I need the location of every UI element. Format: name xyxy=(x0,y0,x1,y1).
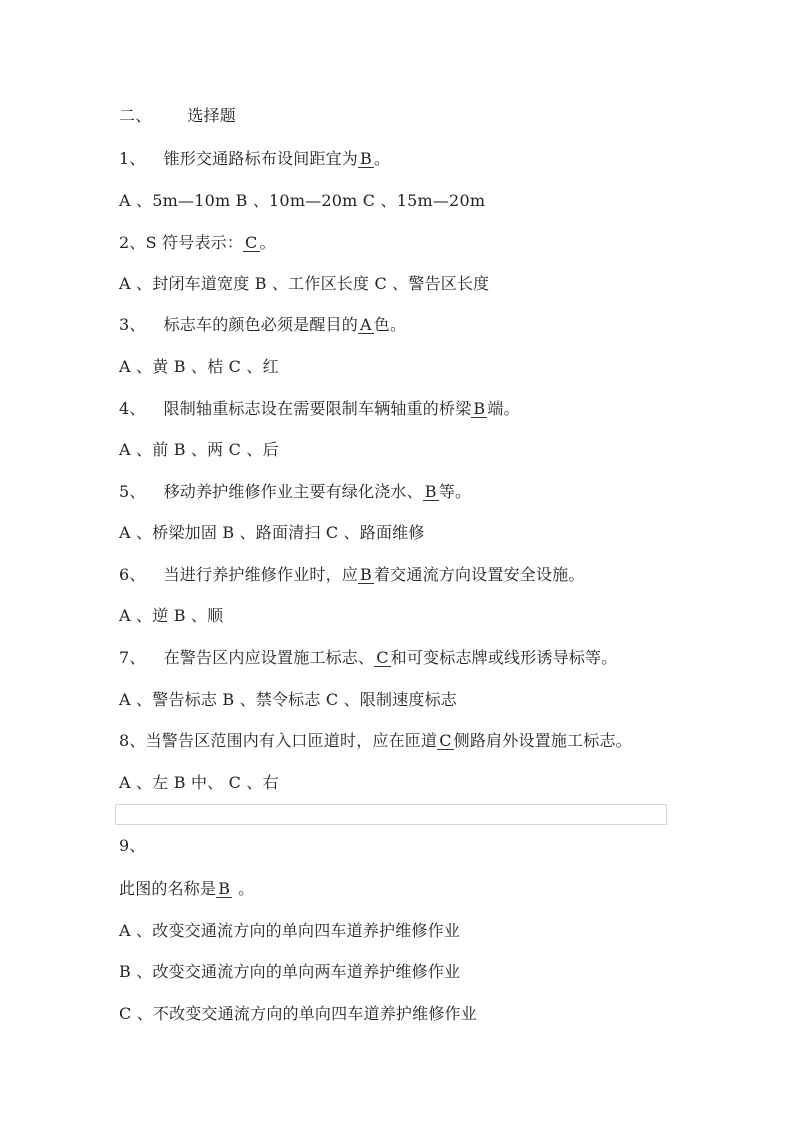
question-9-number: 9、 xyxy=(119,836,146,855)
options-2: A 、封闭车道宽度 B 、工作区长度 C 、警告区长度 xyxy=(119,274,490,293)
answer-blank: B xyxy=(360,565,372,584)
answer-blank: A xyxy=(360,315,372,334)
options-5: A 、桥梁加固 B 、路面清扫 C 、路面维修 xyxy=(119,523,425,542)
question-number: 2、 xyxy=(119,233,146,252)
question-text-end: 。 xyxy=(373,149,391,168)
question-text-end: 。 xyxy=(259,233,276,252)
question-text: 移动养护维修作业主要有绿化浇水、 xyxy=(163,482,423,501)
question-text: 在警告区内应设置施工标志、 xyxy=(163,648,375,667)
options-7: A 、警告标志 B 、禁令标志 C 、限制速度标志 xyxy=(119,690,457,709)
question-text-end: 等。 xyxy=(438,482,472,501)
answer-blank: C xyxy=(245,233,258,252)
question-text-end: 端。 xyxy=(487,399,520,418)
question-6 xyxy=(119,565,585,585)
section-title: 选择题 xyxy=(187,106,237,125)
question-2 xyxy=(119,233,276,253)
section-number: 二、 xyxy=(119,106,152,125)
options-6: A 、逆 B 、顺 xyxy=(119,606,224,625)
question-4 xyxy=(119,399,520,419)
question-number: 5、 xyxy=(119,482,146,501)
question-text: 当警告区范围内有入口匝道时，应在匝道 xyxy=(145,731,438,750)
question-text: 此图的名称是 xyxy=(119,879,217,898)
options-8: A 、左 B 中、 C 、右 xyxy=(119,773,279,792)
question-number: 3、 xyxy=(119,315,146,334)
option-9c: C 、不改变交通流方向的单向四车道养护维修作业 xyxy=(119,1004,477,1023)
question-text: 锥形交通路标布设间距宜为 xyxy=(163,149,358,168)
question-number: 7、 xyxy=(119,648,146,667)
answer-blank: C xyxy=(376,648,389,667)
question-text-end: 。 xyxy=(238,879,255,898)
options-4: A 、前 B 、两 C 、后 xyxy=(119,440,279,459)
question-text: 限制轴重标志设在需要限制车辆轴重的桥梁 xyxy=(163,399,472,418)
question-number: 6、 xyxy=(119,565,146,584)
question-text: 标志车的颜色必须是醒目的 xyxy=(163,315,358,334)
answer-blank: B xyxy=(218,879,231,898)
options-1: A 、5m—10m B 、10m—20m C 、15m—20m xyxy=(119,191,486,210)
question-9 xyxy=(119,879,254,899)
question-8 xyxy=(119,731,632,751)
question-number: 1、 xyxy=(119,149,146,168)
question-1 xyxy=(119,149,390,169)
question-number: 8、 xyxy=(119,731,146,750)
answer-blank: B xyxy=(360,149,372,168)
question-text-end: 着交通流方向设置安全设施。 xyxy=(373,565,585,584)
question-5 xyxy=(119,482,471,502)
question-text: S 符号表示： xyxy=(145,233,244,252)
options-3: A 、黄 B 、桔 C 、红 xyxy=(119,357,279,376)
section-heading xyxy=(119,106,236,126)
option-9b: B 、改变交通流方向的单向两车道养护维修作业 xyxy=(119,962,461,981)
question-text-end: 和可变标志牌或线形诱导标等。 xyxy=(390,648,618,667)
option-9a: A 、改变交通流方向的单向四车道养护维修作业 xyxy=(119,921,461,940)
question-text-end: 侧路肩外设置施工标志。 xyxy=(453,731,632,750)
answer-blank: C xyxy=(439,731,452,750)
answer-blank: B xyxy=(424,482,437,501)
question-number: 4、 xyxy=(119,399,146,418)
question-text-end: 色。 xyxy=(373,315,407,334)
figure-placeholder xyxy=(115,804,667,825)
question-3 xyxy=(119,315,406,335)
answer-blank: B xyxy=(473,399,486,418)
question-text: 当进行养护维修作业时，应 xyxy=(163,565,358,584)
question-7 xyxy=(119,648,617,668)
